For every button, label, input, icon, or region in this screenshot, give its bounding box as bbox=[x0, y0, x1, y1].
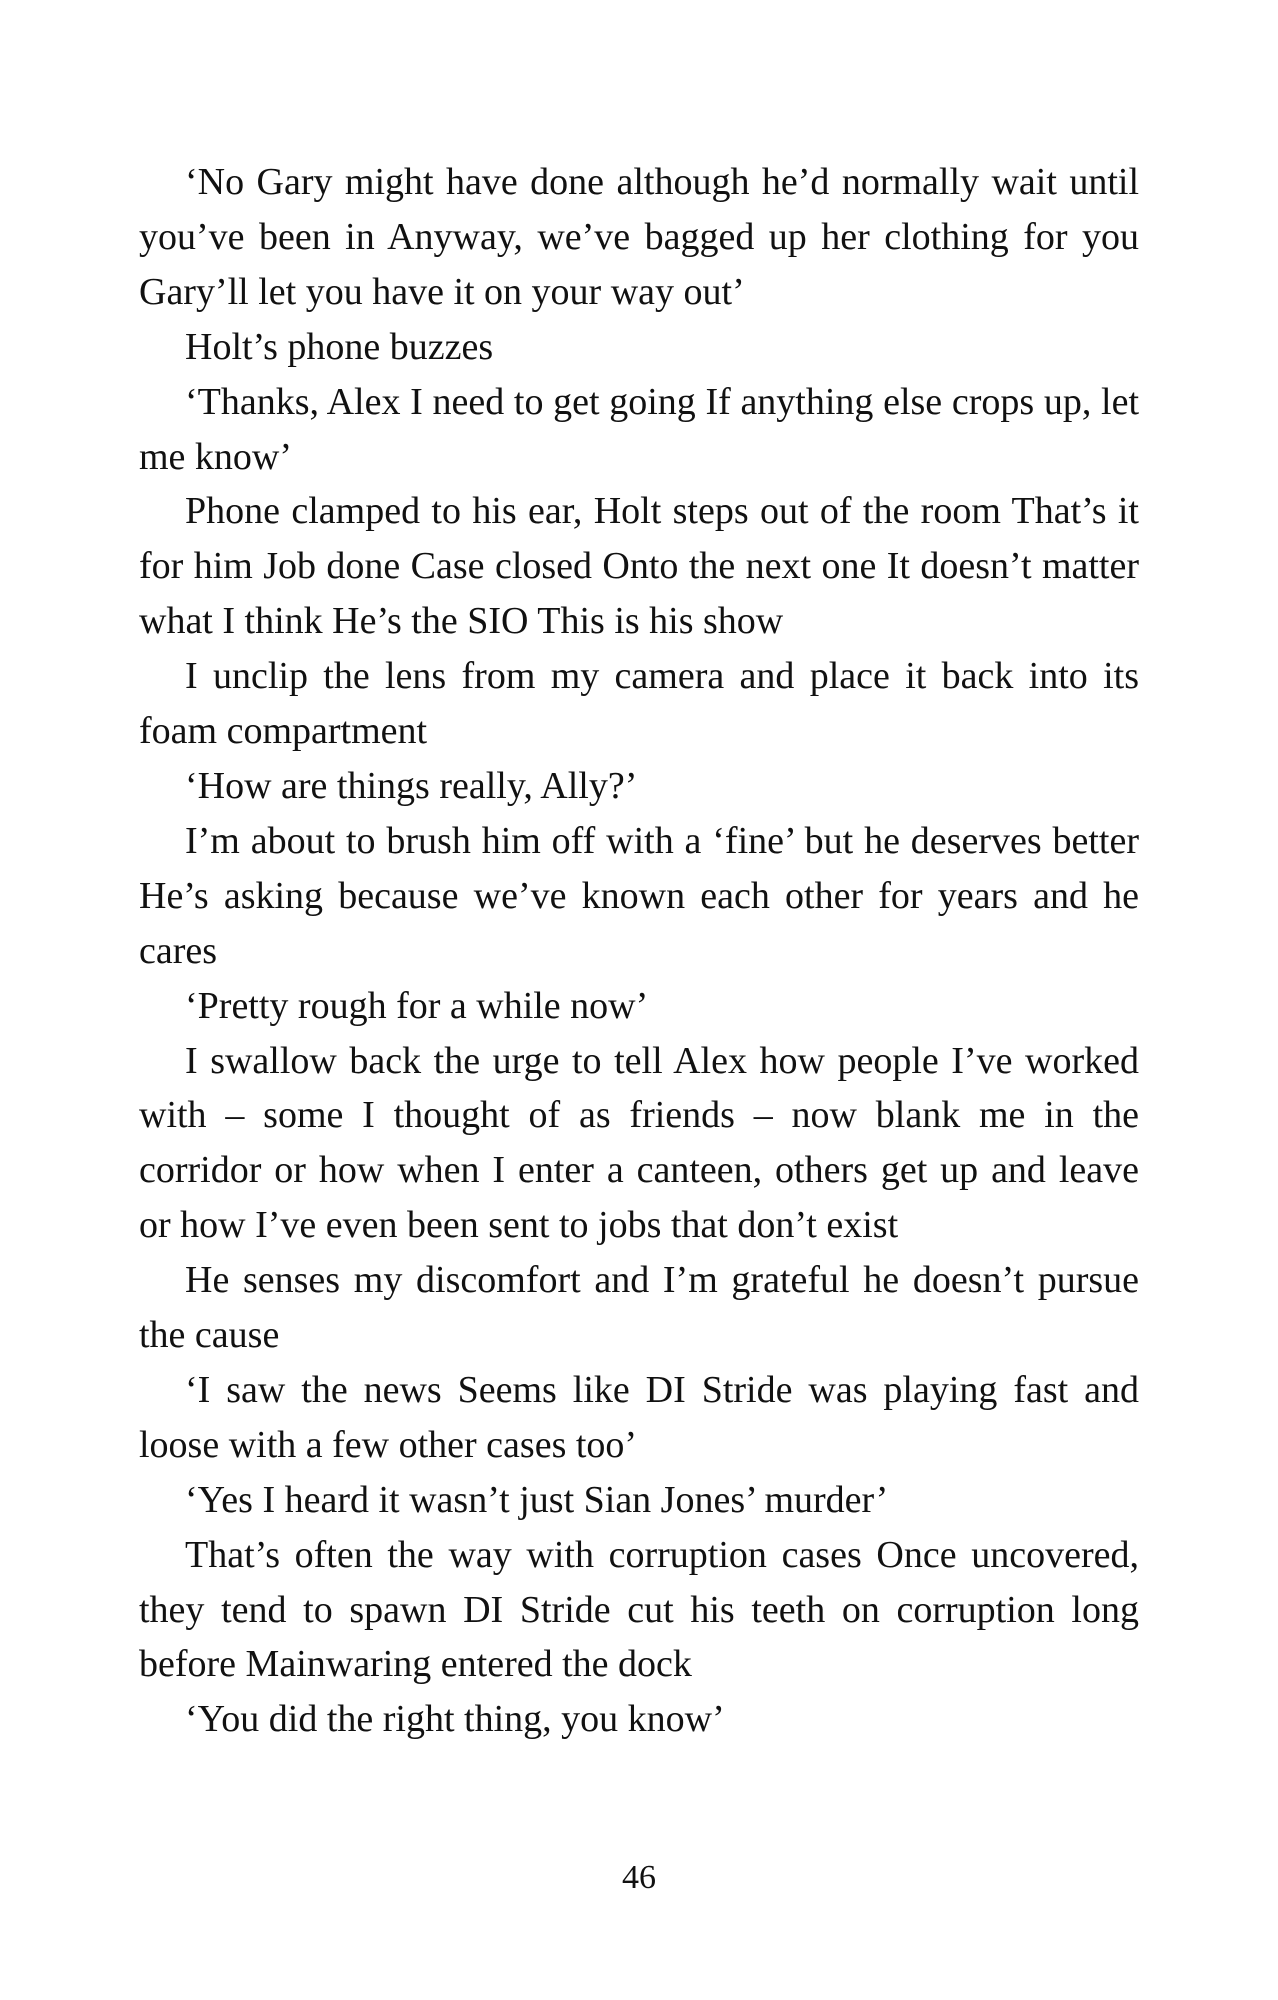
page-number: 46 bbox=[622, 1859, 656, 1896]
paragraph: ‘No Gary might have done although he’d normally wait until you’ve been in Anyway, we’ve bagged up her clothing for you Gary’ll let you have it on your way out’ bbox=[139, 161, 1139, 313]
paragraph: ‘How are things really, Ally?’ bbox=[185, 764, 638, 807]
paragraph: I’m about to brush him off with a ‘fine’ but he deserves better He’s asking because we’ve known each other for years and he cares bbox=[139, 819, 1139, 972]
paragraph: ‘Thanks, Alex I need to get going If anything else crops up, let me know’ bbox=[139, 380, 1139, 478]
paragraph: ‘Pretty rough for a while now’ bbox=[185, 984, 649, 1027]
paragraph: Phone clamped to his ear, Holt steps out of the room That’s it for him Job done Case closed Onto the next one It doesn’t matter what I think He’s the SIO This is his show bbox=[139, 490, 1139, 643]
paragraph: ‘You did the right thing, you know’ bbox=[185, 1698, 725, 1741]
paragraph: I unclip the lens from my camera and place it back into its foam compartment bbox=[139, 655, 1139, 753]
paragraph: He senses my discomfort and I’m grateful he doesn’t pursue the cause bbox=[139, 1259, 1139, 1357]
paragraph: I swallow back the urge to tell Alex how people I’ve worked with – some I thought of as friends – now blank me in the corridor or how when I enter a canteen, others get up and leave or how I’ve even been sent to jobs that don’t exist bbox=[139, 1039, 1139, 1247]
paragraph: That’s often the way with corruption cases Once uncovered, they tend to spawn DI Stride cut his teeth on corruption long before Mainwaring entered the dock bbox=[139, 1533, 1139, 1686]
paragraph: ‘I saw the news Seems like DI Stride was playing fast and loose with a few other cases too’ bbox=[139, 1368, 1139, 1466]
paragraph: Holt’s phone buzzes bbox=[185, 325, 494, 368]
paragraph: ‘Yes I heard it wasn’t just Sian Jones’ murder’ bbox=[185, 1478, 889, 1521]
body-text bbox=[139, 155, 1139, 1747]
